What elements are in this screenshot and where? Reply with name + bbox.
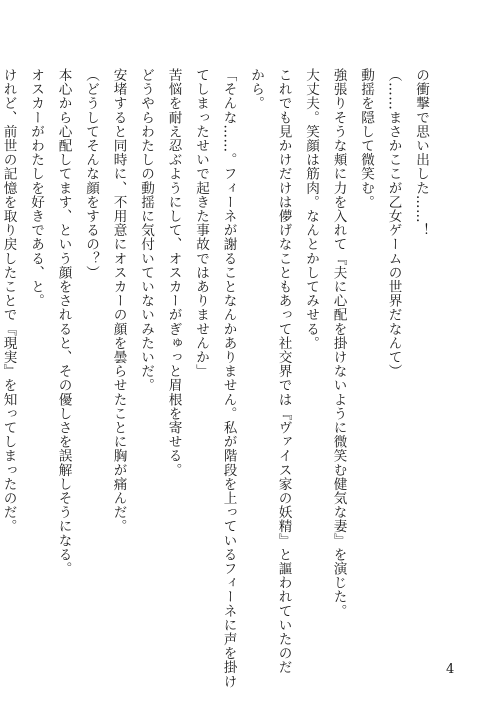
text-line: 「そんな……。フィーネが謝ることなんかありません。私が階段を上っているフィーネに声を掛け xyxy=(220,68,237,689)
body-text xyxy=(0,68,434,689)
text-line: の衝撃で思い出した……！ xyxy=(413,68,429,238)
text-line: 大丈夫。笑顔は筋肉。なんとかしてみせる。 xyxy=(303,68,319,350)
text-line: 強張りそうな頬に力を入れて『夫に心配を掛けないように微笑む健気な妻』を演じた。 xyxy=(330,68,347,618)
text-line: 苦悩を耐え忍ぶようにして、オスカーがぎゅっと眉根を寄せる。 xyxy=(165,68,182,477)
text-line: 本心から心配してます、という顔をされると、その優しさを誤解しそうになる。 xyxy=(55,68,72,576)
text-line: 動揺を隠して微笑む。 xyxy=(358,68,374,209)
text-line: けれど、前世の記憶を取り戻したことで『現実』を知ってしまったのだ。 xyxy=(0,68,17,534)
text-line: これでも見かけだけは儚げなこともあって社交界では『ヴァイス家の妖精』と謳われていたのだ xyxy=(275,68,292,675)
text-line: どうやらわたしの動揺に気付いていないみたいだ。 xyxy=(138,68,154,393)
text-line: （どうしてそんな顔をするの？） xyxy=(83,68,99,280)
page-number: 4 xyxy=(446,662,455,677)
text-line: （……まさかここが乙女ゲームの世界だなんて） xyxy=(385,68,402,379)
text-line: てしまったせいで起きた事故ではありませんか」 xyxy=(193,68,209,379)
text-line: 安堵すると同時に、不用意にオスカーの顔を曇らせたことに胸が痛んだ。 xyxy=(110,68,127,534)
text-line: から。 xyxy=(248,68,264,111)
text-line: オスカーがわたしを好きである、と。 xyxy=(28,68,44,308)
